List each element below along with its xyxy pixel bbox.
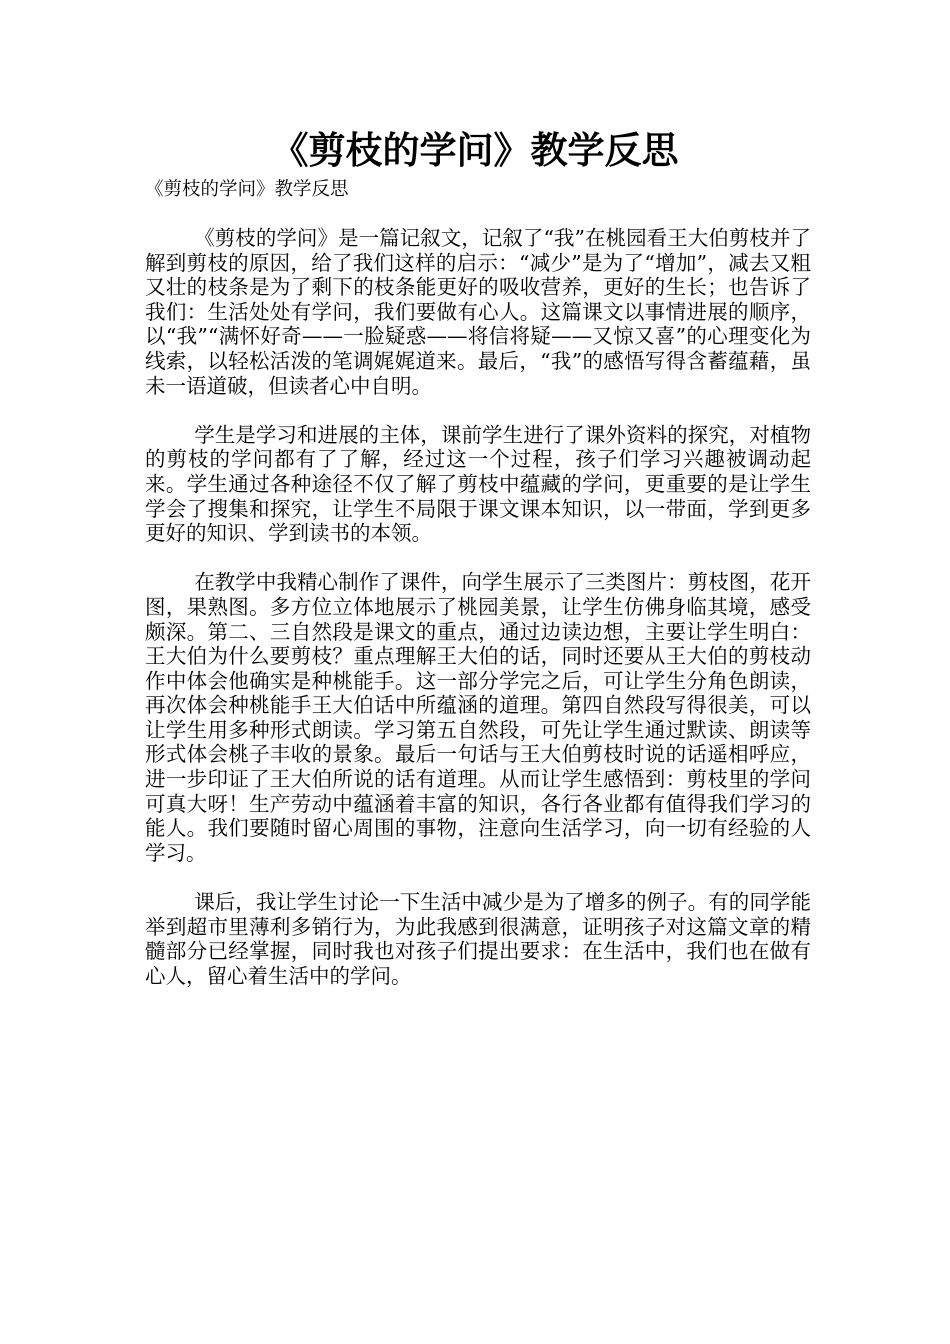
paragraph-3: 在教学中我精心制作了课件，向学生展示了三类图片：剪枝图，花开图，果熟图。多方位立体地展示了桃园美景，让学生仿佛身临其境，感受颇深。第二、三自然段是课文的重点，通过边读边想，主要让学生明白：王大伯为什么要剪枝？重点理解王大伯的话，同时还要从王大伯的剪枝动作中体会他确实是种桃能手。这一部分学完之后，可让学生分角色朗读，再次体会种桃能手王大伯话中所蕴涵的道理。第四自然段写得很美，可以让学生用多种形式朗读。学习第五自然段，可先让学生通过默读、朗读等形式体会桃子丰收的景象。最后一句话与王大伯剪枝时说的话遥相呼应，进一步印证了王大伯所说的话有道理。从而让学生感悟到：剪枝里的学问可真大呀！生产劳动中蕴涵着丰富的知识，各行各业都有值得我们学习的能人。我们要随时留心周围的事物，注意向生活学习，向一切有经验的人学习。 [145,570,811,865]
paragraph-4: 课后，我让学生讨论一下生活中减少是为了增多的例子。有的同学能举到超市里薄利多销行为，为此我感到很满意，证明孩子对这篇文章的精髓部分已经掌握，同时我也对孩子们提出要求：在生活中，我们也在做有心人，留心着生活中的学问。 [145,890,811,988]
paragraph-2: 学生是学习和进展的主体，课前学生进行了课外资料的探究，对植物的剪枝的学问都有了了解，经过这一个过程，孩子们学习兴趣被调动起来。学生通过各种途径不仅了解了剪枝中蕴藏的学问，更重要的是让学生学会了搜集和探究，让学生不局限于课文课本知识，以一带面，学到更多更好的知识、学到读书的本领。 [145,422,811,546]
document-title: 《剪枝的学问》教学反思 [271,128,679,172]
document-body [145,226,811,1013]
document-subtitle: 《剪枝的学问》教学反思 [145,179,349,200]
paragraph-1: 《剪枝的学问》是一篇记叙文，记叙了“我”在桃园看王大伯剪枝并了解到剪枝的原因，给了我们这样的启示：“减少”是为了“增加”，减去又粗又壮的枝条是为了剩下的枝条能更好的吸收营养，更好的生长；也告诉了我们：生活处处有学问，我们要做有心人。这篇课文以事情进展的顺序，以“我”“满怀好奇——一脸疑惑——将信将疑——又惊又喜”的心理变化为线索，以轻松活泼的笔调娓娓道来。最后，“我”的感悟写得含蓄蕴藉，虽未一语道破，但读者心中自明。 [145,226,811,398]
